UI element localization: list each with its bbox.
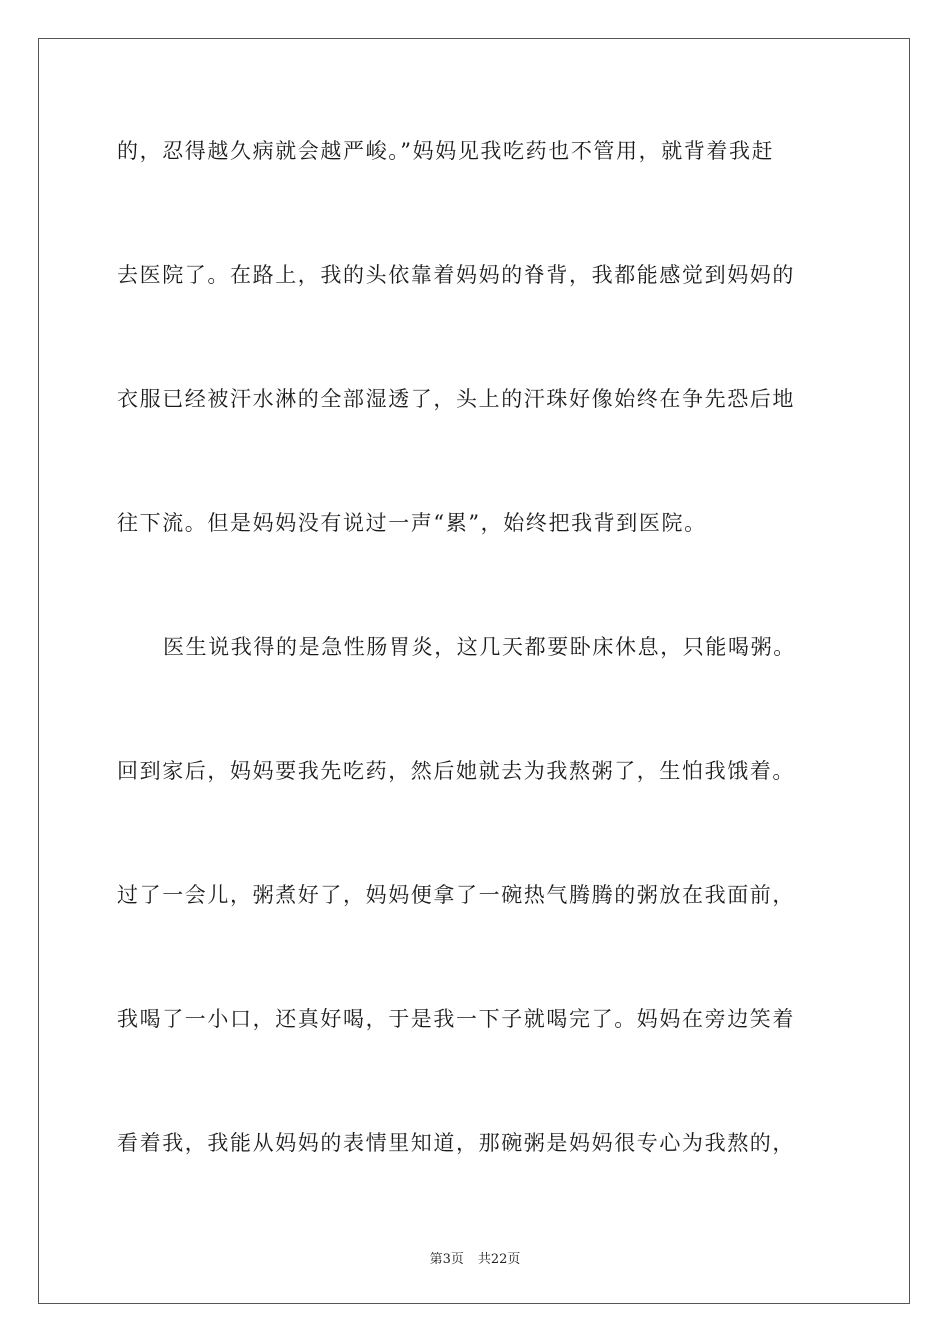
text-line-3: 衣服已经被汗水淋的全部湿透了，头上的汗珠好像始终在争先恐后地 [117, 387, 795, 411]
text-line-5-paragraph-start: 医生说我得的是急性肠胃炎，这几天都要卧床休息，只能喝粥。 [163, 635, 796, 659]
text-line-7: 过了一会儿，粥煮好了，妈妈便拿了一碗热气腾腾的粥放在我面前， [117, 883, 795, 907]
text-line-4: 往下流。但是妈妈没有说过一声“累”，始终把我背到医院。 [117, 511, 707, 535]
text-line-1: 的，忍得越久病就会越严峻。”妈妈见我吃药也不管用，就背着我赶 [117, 139, 775, 163]
text-line-6: 回到家后，妈妈要我先吃药，然后她就去为我熬粥了，生怕我饿着。 [117, 759, 795, 783]
page-border [38, 38, 910, 1304]
text-line-8: 我喝了一小口，还真好喝，于是我一下子就喝完了。妈妈在旁边笑着 [117, 1007, 795, 1031]
text-line-2: 去医院了。在路上，我的头依靠着妈妈的脊背，我都能感觉到妈妈的 [117, 263, 795, 287]
total-pages: 共22页 [477, 1252, 521, 1267]
page-number: 第3页 [429, 1252, 464, 1267]
text-line-9: 看着我，我能从妈妈的表情里知道，那碗粥是妈妈很专心为我熬的， [117, 1131, 795, 1155]
page-footer [0, 1248, 950, 1267]
